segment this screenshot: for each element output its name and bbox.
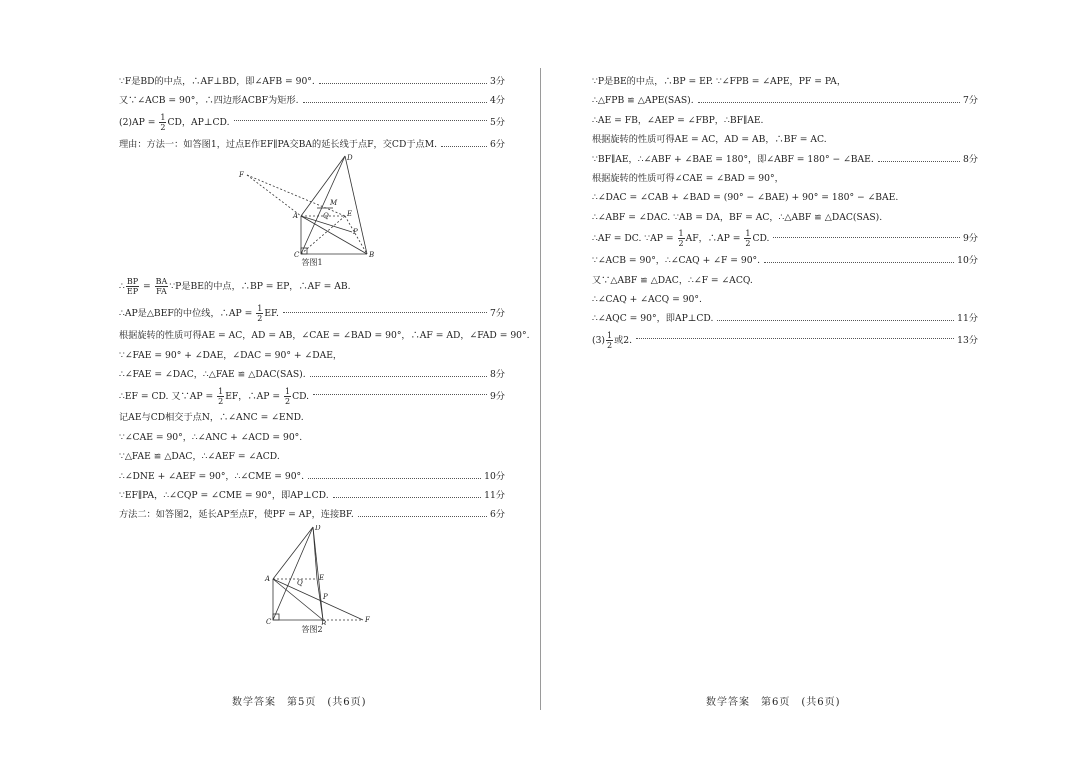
line-text: ∴∠FAE = ∠DAC，∴△FAE ≌ △DAC(SAS).: [119, 368, 306, 380]
line-text: ∴∠CAQ + ∠ACQ = 90°.: [592, 293, 702, 305]
score-mark: 7分: [489, 308, 505, 320]
point-label-c: C: [266, 617, 272, 625]
fraction: $\frac{1}{2}$: [745, 229, 751, 249]
score-mark: 5分: [489, 117, 505, 129]
score-mark: 3分: [489, 76, 505, 87]
line-text: 根据旋转的性质可得∠CAE = ∠BAD = 90°，: [592, 172, 784, 184]
line-text: 又∵∠ACB = 90°，∴四边形ACBF为矩形.: [119, 95, 299, 107]
point-label-p: P: [323, 592, 328, 601]
line-text: ∵∠CAE = 90°，∴∠ANC + ∠ACD = 90°.: [119, 431, 303, 443]
score-mark: 8分: [489, 368, 505, 380]
solution-line: [119, 111, 505, 135]
score-mark: 13分: [957, 334, 978, 346]
solution-line: [592, 91, 978, 110]
score-mark: 8分: [962, 153, 978, 165]
point-label-f: F: [239, 171, 244, 180]
line-text: ∵F是BD的中点，∴AF⊥BD，即∠AFB = 90°.: [119, 76, 315, 87]
line-text: ∴∠DAC = ∠CAB + ∠BAD = (90° − ∠BAE) + 90° = 180° − ∠BAE.: [592, 192, 899, 204]
figure-1-diagram: [237, 154, 387, 258]
line-text: ∴∠AQC = 90°，即AP⊥CD.: [592, 313, 714, 325]
line-text: 根据旋转的性质可得AE = AC，AD = AB，∠CAE = ∠BAD = 90°，∴AF = AD，∠FAD = 90°.: [119, 330, 530, 342]
solution-line: [592, 169, 978, 188]
point-label-a: A: [293, 212, 299, 221]
line-text: ∴AE = FB，∠AEP = ∠FBP，∴BF∥AE.: [592, 114, 764, 126]
point-label-b: B: [369, 251, 375, 259]
line-text: 方法二：如答图2，延长AP至点F，使PF = AP，连接BF.: [119, 509, 354, 521]
score-mark: 11分: [484, 489, 505, 501]
fraction: $\frac{1}{2}$: [160, 113, 166, 133]
line-text: 根据旋转的性质可得AE = AC，AD = AB，∴BF = AC.: [592, 134, 827, 146]
fraction: $\frac{BA}{FA}$: [155, 277, 168, 297]
solution-line: [119, 346, 505, 365]
left-page: [119, 72, 530, 637]
solution-line: [119, 447, 505, 466]
solution-line: [592, 208, 978, 227]
solution-line: [592, 130, 978, 149]
page-divider: [540, 68, 541, 710]
fraction: $\frac{1}{2}$: [257, 304, 263, 324]
solution-line: [119, 135, 505, 154]
line-text: ∴△FPB ≌ △APE(SAS).: [592, 95, 694, 107]
score-mark: 9分: [962, 233, 978, 245]
figure-1: [119, 154, 505, 272]
solution-line: [119, 408, 505, 427]
solution-line: [592, 111, 978, 130]
line-text: 记AE与CD相交于点N，∴∠ANC = ∠END.: [119, 412, 304, 424]
line-text: ∴EF = CD. 又∵AP = $\frac{1}{2}$ EF，∴AP = $\frac{1}{2}$ CD.: [119, 386, 310, 406]
solution-line: [592, 309, 978, 328]
point-label-d: D: [315, 524, 321, 532]
line-text: ∴AF = DC. ∵AP = $\frac{1}{2}$ AF，∴AP = $\frac{1}{2}$ CD.: [592, 229, 770, 249]
line-text: ∵△FAE ≌ △DAC，∴∠AEF = ∠ACD.: [119, 451, 280, 463]
line-text: ∴AP是△BEF的中位线，∴AP = $\frac{1}{2}$ EF.: [119, 304, 279, 324]
fraction: $\frac{1}{2}$: [607, 330, 613, 350]
solution-line: [592, 329, 978, 353]
page-footer-left: 数学答案 第5页 (共6页): [232, 697, 367, 708]
point-label-c: C: [294, 251, 300, 259]
solution-line: [119, 428, 505, 447]
point-label-q: Q: [297, 578, 303, 587]
figure-2: [119, 525, 505, 637]
solution-line: [592, 188, 978, 207]
solution-line: [119, 272, 505, 302]
point-label-e: E: [319, 573, 325, 582]
score-mark: 7分: [962, 95, 978, 107]
solution-line: [119, 365, 505, 384]
line-text: ∵BF∥AE，∴∠ABF + ∠BAE = 180°，即∠ABF = 180° − ∠BAE.: [592, 153, 874, 165]
solution-line: [119, 384, 505, 408]
point-label-m: M: [330, 199, 338, 208]
point-label-d: D: [347, 154, 353, 163]
solution-line: [119, 486, 505, 505]
fraction: $\frac{BP}{EP}$: [126, 277, 139, 297]
line-text: ∵∠FAE = 90° + ∠DAE，∠DAC = 90° + ∠DAE，: [119, 349, 343, 361]
solution-line: [592, 72, 978, 91]
line-text: ∵∠ACB = 90°，∴∠CAQ + ∠F = 90°.: [592, 255, 761, 267]
solution-line: [592, 251, 978, 270]
figure-2-diagram: [237, 525, 387, 625]
line-text: ∴ $\frac{BP}{EP}$ = $\frac{BA}{FA}$ ∵P是BE的中点，∴BP = EP，∴AF = AB.: [119, 277, 351, 297]
solution-line: [119, 326, 530, 345]
solution-line: [119, 91, 505, 110]
solution-line: [119, 72, 505, 91]
line-text: ∵P是BE的中点，∴BP = EP. ∵∠FPB = ∠APE，PF = PA，: [592, 76, 847, 87]
point-label-b: B: [321, 619, 327, 625]
score-mark: 6分: [489, 138, 505, 150]
fraction: $\frac{1}{2}$: [285, 386, 291, 406]
point-label-p: P: [353, 228, 358, 237]
fraction: $\frac{1}{2}$: [218, 386, 224, 406]
point-label-f: F: [365, 615, 370, 624]
score-mark: 4分: [489, 95, 505, 107]
point-label-a: A: [265, 574, 271, 583]
score-mark: 6分: [489, 509, 505, 521]
solution-line: [592, 227, 978, 251]
figure-1-caption: 答图1: [301, 258, 323, 268]
score-mark: 9分: [489, 390, 505, 402]
line-text: (3) $\frac{1}{2}$ 或2.: [592, 330, 633, 350]
score-mark: 10分: [957, 255, 978, 267]
figure-2-caption: 答图2: [301, 624, 323, 634]
point-label-e: E: [347, 210, 353, 219]
solution-line: [592, 290, 978, 309]
solution-line: [119, 505, 505, 524]
line-text: ∵EF∥PA，∴∠CQP = ∠CME = 90°，即AP⊥CD.: [119, 489, 329, 501]
line-text: ∴∠DNE + ∠AEF = 90°，∴∠CME = 90°.: [119, 470, 305, 482]
solution-line: [119, 467, 505, 486]
solution-line: [592, 150, 978, 169]
line-text: 理由：方法一：如答图1，过点E作EF∥PA交BA的延长线于点F，交CD于点M.: [119, 138, 438, 150]
fraction: $\frac{1}{2}$: [678, 229, 684, 249]
page-footer-right: 数学答案 第6页 (共6页): [706, 697, 841, 708]
point-label-q: Q: [323, 212, 329, 221]
score-mark: 10分: [484, 470, 505, 482]
score-mark: 11分: [957, 313, 978, 325]
right-page: [592, 72, 978, 353]
solution-line: [119, 302, 505, 326]
solution-line: [592, 271, 978, 290]
line-text: ∴∠ABF = ∠DAC. ∵AB = DA，BF = AC，∴△ABF ≌ △DAC(SAS).: [592, 211, 883, 223]
line-text: (2)AP = $\frac{1}{2}$ CD，AP⊥CD.: [119, 113, 230, 133]
line-text: 又∵△ABF ≌ △DAC，∴∠F = ∠ACQ.: [592, 274, 753, 286]
